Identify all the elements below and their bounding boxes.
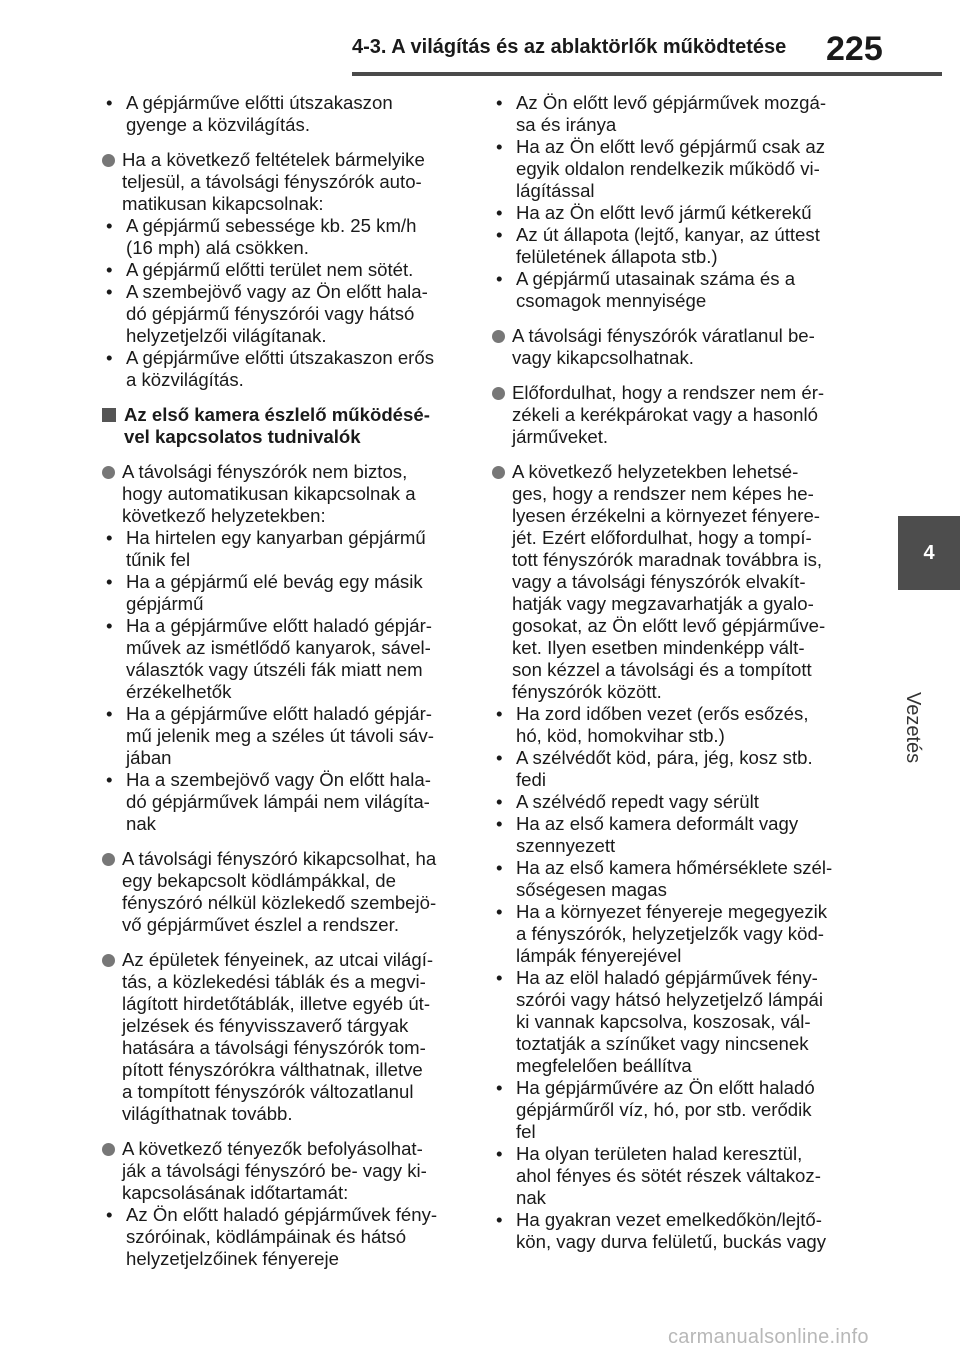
bullet-continuation: [492, 989, 864, 1011]
bullet-item: [492, 1077, 864, 1099]
line-text: toztatják a színűket vagy nincsenek: [516, 1033, 809, 1054]
line-text: hogy automatikusan kikapcsolnak a: [122, 483, 416, 504]
line-text: egyik oldalon rendelkezik működő vi-: [516, 158, 820, 179]
paragraph-continuation: [102, 1059, 468, 1081]
paragraph-start: [102, 461, 468, 483]
line-text: ki vannak kapcsolva, koszosak, vál-: [516, 1011, 811, 1032]
bullet-icon: •: [496, 747, 503, 768]
bullet-icon: •: [496, 813, 503, 834]
bullet-continuation: [492, 158, 864, 180]
bullet-icon: •: [496, 1143, 503, 1164]
circle-bullet-icon: [102, 466, 115, 479]
paragraph-gap: [102, 1125, 468, 1138]
bullet-icon: •: [106, 571, 113, 592]
line-text: kapcsolásának időtartamát:: [122, 1182, 349, 1203]
line-text: Az Ön előtt haladó gépjárművek fény-: [126, 1204, 438, 1225]
bullet-item: [492, 136, 864, 158]
paragraph-continuation: [492, 571, 864, 593]
line-text: Ha zord időben vezet (erős esőzés,: [516, 703, 809, 724]
line-text: Az épületek fényeinek, az utcai világí-: [122, 949, 434, 970]
bullet-continuation: [102, 593, 468, 615]
line-text: sa és iránya: [516, 114, 617, 135]
paragraph-continuation: [492, 681, 864, 703]
bullet-continuation: [102, 791, 468, 813]
line-text: szennyezett: [516, 835, 616, 856]
header-divider: [352, 72, 942, 76]
bullet-continuation: [492, 769, 864, 791]
bullet-item: [102, 347, 468, 369]
line-text: vő gépjárművet észlel a rendszer.: [122, 914, 399, 935]
line-text: a tompított fényszórók változatlanul: [122, 1081, 414, 1102]
circle-bullet-icon: [102, 853, 115, 866]
line-text: jában: [126, 747, 172, 768]
line-text: Az Ön előtt levő gépjárművek mozgá-: [516, 92, 827, 113]
paragraph-continuation: [102, 483, 468, 505]
line-text: A gépjárműve előtti útszakaszon: [126, 92, 393, 113]
bullet-icon: •: [496, 136, 503, 157]
paragraph-continuation: [492, 347, 864, 369]
bullet-item: [492, 224, 864, 246]
bullet-item: [492, 791, 864, 813]
line-text: tott fényszórók maradnak továbbra is,: [512, 549, 823, 570]
line-text: hatására a távolsági fényszórók tom-: [122, 1037, 426, 1058]
right-text-column: [492, 92, 864, 1253]
bullet-continuation: [102, 369, 468, 391]
bullet-item: [492, 92, 864, 114]
line-text: A távolsági fényszóró kikapcsolhat, ha: [122, 848, 437, 869]
line-text: lágítással: [516, 180, 595, 201]
bullet-icon: •: [496, 92, 503, 113]
bullet-item: [102, 215, 468, 237]
line-text: ahol fényes és sötét részek váltakoz-: [516, 1165, 821, 1186]
bullet-item: [102, 769, 468, 791]
line-text: Ha a gépjármű elé bevág egy másik: [126, 571, 423, 592]
line-text: jelzések és fényvisszaverő tárgyak: [122, 1015, 409, 1036]
bullet-item: [492, 967, 864, 989]
bullet-icon: •: [106, 615, 113, 636]
page-number: 225: [826, 30, 883, 68]
line-text: vel kapcsolatos tudnivalók: [124, 426, 361, 447]
line-text: Ha a környezet fényereje megegyezik: [516, 901, 828, 922]
bullet-item: [492, 1143, 864, 1165]
line-text: fel: [516, 1121, 536, 1142]
bullet-icon: •: [496, 1209, 503, 1230]
bullet-icon: •: [496, 703, 503, 724]
line-text: Ha hirtelen egy kanyarban gépjármű: [126, 527, 426, 548]
bullet-icon: •: [106, 259, 113, 280]
line-text: A gépjármű sebessége kb. 25 km/h: [126, 215, 417, 236]
line-text: (16 mph) alá csökken.: [126, 237, 309, 258]
line-text: helyzetjelzőinek fényereje: [126, 1248, 339, 1269]
bullet-continuation: [492, 1011, 864, 1033]
paragraph-continuation: [492, 404, 864, 426]
line-text: A következő tényezők befolyásolhat-: [122, 1138, 423, 1159]
bullet-item: [102, 1204, 468, 1226]
line-text: világíthatnak tovább.: [122, 1103, 293, 1124]
line-text: A szélvédő repedt vagy sérült: [516, 791, 759, 812]
paragraph-continuation: [492, 527, 864, 549]
line-text: Ha az Ön előtt levő gépjármű csak az: [516, 136, 826, 157]
line-text: vagy kikapcsolhatnak.: [512, 347, 694, 368]
bullet-continuation: [102, 813, 468, 835]
bullet-item: [102, 92, 468, 114]
bullet-item: [492, 747, 864, 769]
paragraph-continuation: [492, 593, 864, 615]
line-text: lámpák fényerejével: [516, 945, 682, 966]
line-text: tás, a közlekedési táblák és a megvi-: [122, 971, 426, 992]
line-text: A távolsági fényszórók nem biztos,: [122, 461, 408, 482]
left-text-column: [102, 92, 468, 1270]
line-text: dó gépjármű fényszórói vagy hátsó: [126, 303, 415, 324]
line-text: fényszóró nélkül közlekedő szembejö-: [122, 892, 437, 913]
line-text: nak: [516, 1187, 546, 1208]
line-text: gépjárműről víz, hó, por stb. verődik: [516, 1099, 812, 1120]
circle-bullet-icon: [492, 330, 505, 343]
bullet-continuation: [102, 725, 468, 747]
paragraph-continuation: [492, 637, 864, 659]
paragraph-gap: [102, 448, 468, 461]
bullet-icon: •: [106, 347, 113, 368]
bullet-item: [102, 259, 468, 281]
circle-bullet-icon: [102, 154, 115, 167]
bullet-icon: •: [496, 224, 503, 245]
bullet-icon: •: [496, 857, 503, 878]
line-text: A szélvédőt köd, pára, jég, kosz stb.: [516, 747, 813, 768]
paragraph-start: [102, 1138, 468, 1160]
paragraph-start: [492, 382, 864, 404]
circle-bullet-icon: [102, 954, 115, 967]
bullet-continuation: [492, 1121, 864, 1143]
paragraph-continuation: [102, 1015, 468, 1037]
line-text: hatják vagy megzavarhatják a gyalo-: [512, 593, 814, 614]
line-text: szórói vagy hátsó helyzetjelző lámpái: [516, 989, 823, 1010]
bullet-item: [492, 202, 864, 224]
bullet-icon: •: [106, 215, 113, 236]
chapter-label: Vezetés: [902, 692, 924, 764]
bullet-continuation: [102, 747, 468, 769]
bullet-item: [492, 703, 864, 725]
line-text: Ha gépjárművére az Ön előtt haladó: [516, 1077, 815, 1098]
line-text: tűnik fel: [126, 549, 191, 570]
bullet-icon: •: [496, 791, 503, 812]
line-text: A gépjárműve előtti útszakaszon erős: [126, 347, 434, 368]
paragraph-continuation: [102, 1081, 468, 1103]
line-text: gosokat, az Ön előtt levő gépjárműve-: [512, 615, 826, 636]
line-text: következő helyzetekben:: [122, 505, 326, 526]
bullet-continuation: [492, 1055, 864, 1077]
line-text: Ha az első kamera deformált vagy: [516, 813, 799, 834]
bullet-continuation: [102, 549, 468, 571]
bullet-continuation: [102, 1248, 468, 1270]
line-text: Ha a következő feltételek bármelyike: [122, 149, 425, 170]
paragraph-continuation: [102, 505, 468, 527]
line-text: gyenge a közvilágítás.: [126, 114, 310, 135]
chapter-number: 4: [923, 542, 935, 564]
bullet-continuation: [492, 1187, 864, 1209]
line-text: érzékelhetők: [126, 681, 232, 702]
bullet-icon: •: [106, 281, 113, 302]
line-text: A távolsági fényszórók váratlanul be-: [512, 325, 815, 346]
section-heading: [102, 404, 468, 426]
line-text: sőségesen magas: [516, 879, 667, 900]
line-text: A szembejövő vagy az Ön előtt hala-: [126, 281, 428, 302]
bullet-continuation: [492, 1033, 864, 1055]
bullet-item: [102, 615, 468, 637]
circle-bullet-icon: [492, 387, 505, 400]
bullet-continuation: [102, 637, 468, 659]
bullet-item: [102, 527, 468, 549]
bullet-icon: •: [106, 1204, 113, 1225]
paragraph-continuation: [492, 505, 864, 527]
line-text: Előfordulhat, hogy a rendszer nem ér-: [512, 382, 825, 403]
line-text: Ha az Ön előtt levő jármű kétkerekű: [516, 202, 812, 223]
bullet-continuation: [492, 1099, 864, 1121]
circle-bullet-icon: [102, 1143, 115, 1156]
line-text: helyzetjelzői világítanak.: [126, 325, 327, 346]
bullet-item: [102, 281, 468, 303]
bullet-continuation: [492, 114, 864, 136]
line-text: művek az ismétlődő kanyarok, sável-: [126, 637, 431, 658]
paragraph-start: [492, 325, 864, 347]
line-text: Ha a gépjárműve előtt haladó gépjár-: [126, 703, 432, 724]
line-text: Ha olyan területen halad keresztül,: [516, 1143, 803, 1164]
bullet-continuation: [492, 725, 864, 747]
line-text: kön, vagy durva felületű, buckás vagy: [516, 1231, 827, 1252]
paragraph-continuation: [102, 1160, 468, 1182]
line-text: son kézzel a távolsági és a tompított: [512, 659, 812, 680]
bullet-icon: •: [106, 703, 113, 724]
bullet-item: [102, 571, 468, 593]
line-text: a fényszórók, helyzetjelzők vagy köd-: [516, 923, 824, 944]
bullet-item: [492, 268, 864, 290]
line-text: ket. Ilyen esetben mindenképp vált-: [512, 637, 805, 658]
line-text: gépjármű: [126, 593, 204, 614]
line-text: a közvilágítás.: [126, 369, 244, 390]
line-text: járműveket.: [512, 426, 609, 447]
bullet-continuation: [492, 835, 864, 857]
paragraph-continuation: [102, 870, 468, 892]
line-text: A gépjármű előtti terület nem sötét.: [126, 259, 414, 280]
paragraph-gap: [492, 312, 864, 325]
bullet-continuation: [102, 237, 468, 259]
circle-bullet-icon: [492, 466, 505, 479]
paragraph-start: [102, 149, 468, 171]
line-text: vagy a távolsági fényszórók elvakít-: [512, 571, 806, 592]
paragraph-continuation: [102, 971, 468, 993]
line-text: Az út állapota (lejtő, kanyar, az úttest: [516, 224, 820, 245]
paragraph-start: [492, 461, 864, 483]
section-title: 4-3. A világítás és az ablaktörlők működtetése: [352, 36, 787, 58]
paragraph-gap: [492, 448, 864, 461]
paragraph-continuation: [492, 659, 864, 681]
line-text: A gépjármű utasainak száma és a: [516, 268, 796, 289]
line-text: zékeli a kerékpárokat vagy a hasonló: [512, 404, 818, 425]
line-text: csomagok mennyisége: [516, 290, 707, 311]
paragraph-gap: [102, 936, 468, 949]
line-text: Az első kamera észlelő működésé-: [124, 404, 430, 425]
paragraph-start: [102, 848, 468, 870]
paragraph-continuation: [492, 549, 864, 571]
line-text: megfelelően beállítva: [516, 1055, 692, 1076]
paragraph-start: [102, 949, 468, 971]
line-text: fényszórók között.: [512, 681, 662, 702]
bullet-continuation: [492, 1231, 864, 1253]
line-text: matikusan kikapcsolnak:: [122, 193, 324, 214]
paragraph-continuation: [492, 615, 864, 637]
paragraph-continuation: [492, 483, 864, 505]
paragraph-continuation: [102, 914, 468, 936]
bullet-continuation: [492, 923, 864, 945]
line-text: lyesen érzékelni a környezet fényere-: [512, 505, 820, 526]
paragraph-gap: [102, 136, 468, 149]
bullet-icon: •: [106, 769, 113, 790]
line-text: Ha az elöl haladó gépjárművek fény-: [516, 967, 818, 988]
bullet-continuation: [102, 1226, 468, 1248]
bullet-continuation: [492, 180, 864, 202]
section-heading-continuation: [102, 426, 468, 448]
bullet-continuation: [492, 290, 864, 312]
line-text: hó, köd, homokvihar stb.): [516, 725, 725, 746]
line-text: mű jelenik meg a széles út távoli sáv-: [126, 725, 434, 746]
bullet-item: [492, 901, 864, 923]
paragraph-continuation: [102, 892, 468, 914]
bullet-continuation: [492, 945, 864, 967]
bullet-item: [492, 857, 864, 879]
line-text: lágított hirdetőtáblák, illetve egyéb út-: [122, 993, 431, 1014]
bullet-icon: •: [496, 1077, 503, 1098]
paragraph-gap: [102, 835, 468, 848]
bullet-icon: •: [106, 527, 113, 548]
paragraph-continuation: [102, 193, 468, 215]
bullet-continuation: [492, 246, 864, 268]
bullet-continuation: [102, 114, 468, 136]
paragraph-continuation: [102, 1182, 468, 1204]
line-text: szóróinak, ködlámpáinak és hátsó: [126, 1226, 407, 1247]
chapter-tab[interactable]: [898, 516, 960, 590]
line-text: választók vagy útszéli fák miatt nem: [126, 659, 423, 680]
bullet-continuation: [102, 681, 468, 703]
line-text: egy bekapcsolt ködlámpákkal, de: [122, 870, 396, 891]
paragraph-continuation: [102, 1037, 468, 1059]
line-text: teljesül, a távolsági fényszórók auto-: [122, 171, 422, 192]
bullet-icon: •: [496, 967, 503, 988]
bullet-icon: •: [106, 92, 113, 113]
chapter-label-container: [894, 612, 934, 764]
bullet-item: [492, 813, 864, 835]
bullet-continuation: [102, 325, 468, 347]
paragraph-continuation: [102, 171, 468, 193]
line-text: fedi: [516, 769, 546, 790]
line-text: nak: [126, 813, 156, 834]
bullet-item: [102, 703, 468, 725]
paragraph-gap: [492, 369, 864, 382]
bullet-icon: •: [496, 901, 503, 922]
line-text: felületének állapota stb.): [516, 246, 718, 267]
square-bullet-icon: [102, 408, 116, 422]
bullet-continuation: [102, 659, 468, 681]
line-text: dó gépjárművek lámpái nem világíta-: [126, 791, 430, 812]
bullet-continuation: [492, 1165, 864, 1187]
bullet-icon: •: [496, 202, 503, 223]
line-text: A következő helyzetekben lehetsé-: [512, 461, 799, 482]
bullet-continuation: [492, 879, 864, 901]
bullet-icon: •: [496, 268, 503, 289]
paragraph-continuation: [102, 1103, 468, 1125]
line-text: Ha gyakran vezet emelkedőkön/lejtő-: [516, 1209, 822, 1230]
line-text: pított fényszórókra válthatnak, illetve: [122, 1059, 423, 1080]
line-text: Ha a gépjárműve előtt haladó gépjár-: [126, 615, 432, 636]
paragraph-continuation: [102, 993, 468, 1015]
line-text: ják a távolsági fényszóró be- vagy ki-: [122, 1160, 427, 1181]
bullet-item: [492, 1209, 864, 1231]
line-text: Ha a szembejövő vagy Ön előtt hala-: [126, 769, 431, 790]
watermark: carmanualsonline.info: [668, 1326, 869, 1348]
line-text: ges, hogy a rendszer nem képes he-: [512, 483, 814, 504]
line-text: jét. Ezért előfordulhat, hogy a tompí-: [512, 527, 812, 548]
paragraph-continuation: [492, 426, 864, 448]
paragraph-gap: [102, 391, 468, 404]
line-text: Ha az első kamera hőmérséklete szél-: [516, 857, 833, 878]
bullet-continuation: [102, 303, 468, 325]
